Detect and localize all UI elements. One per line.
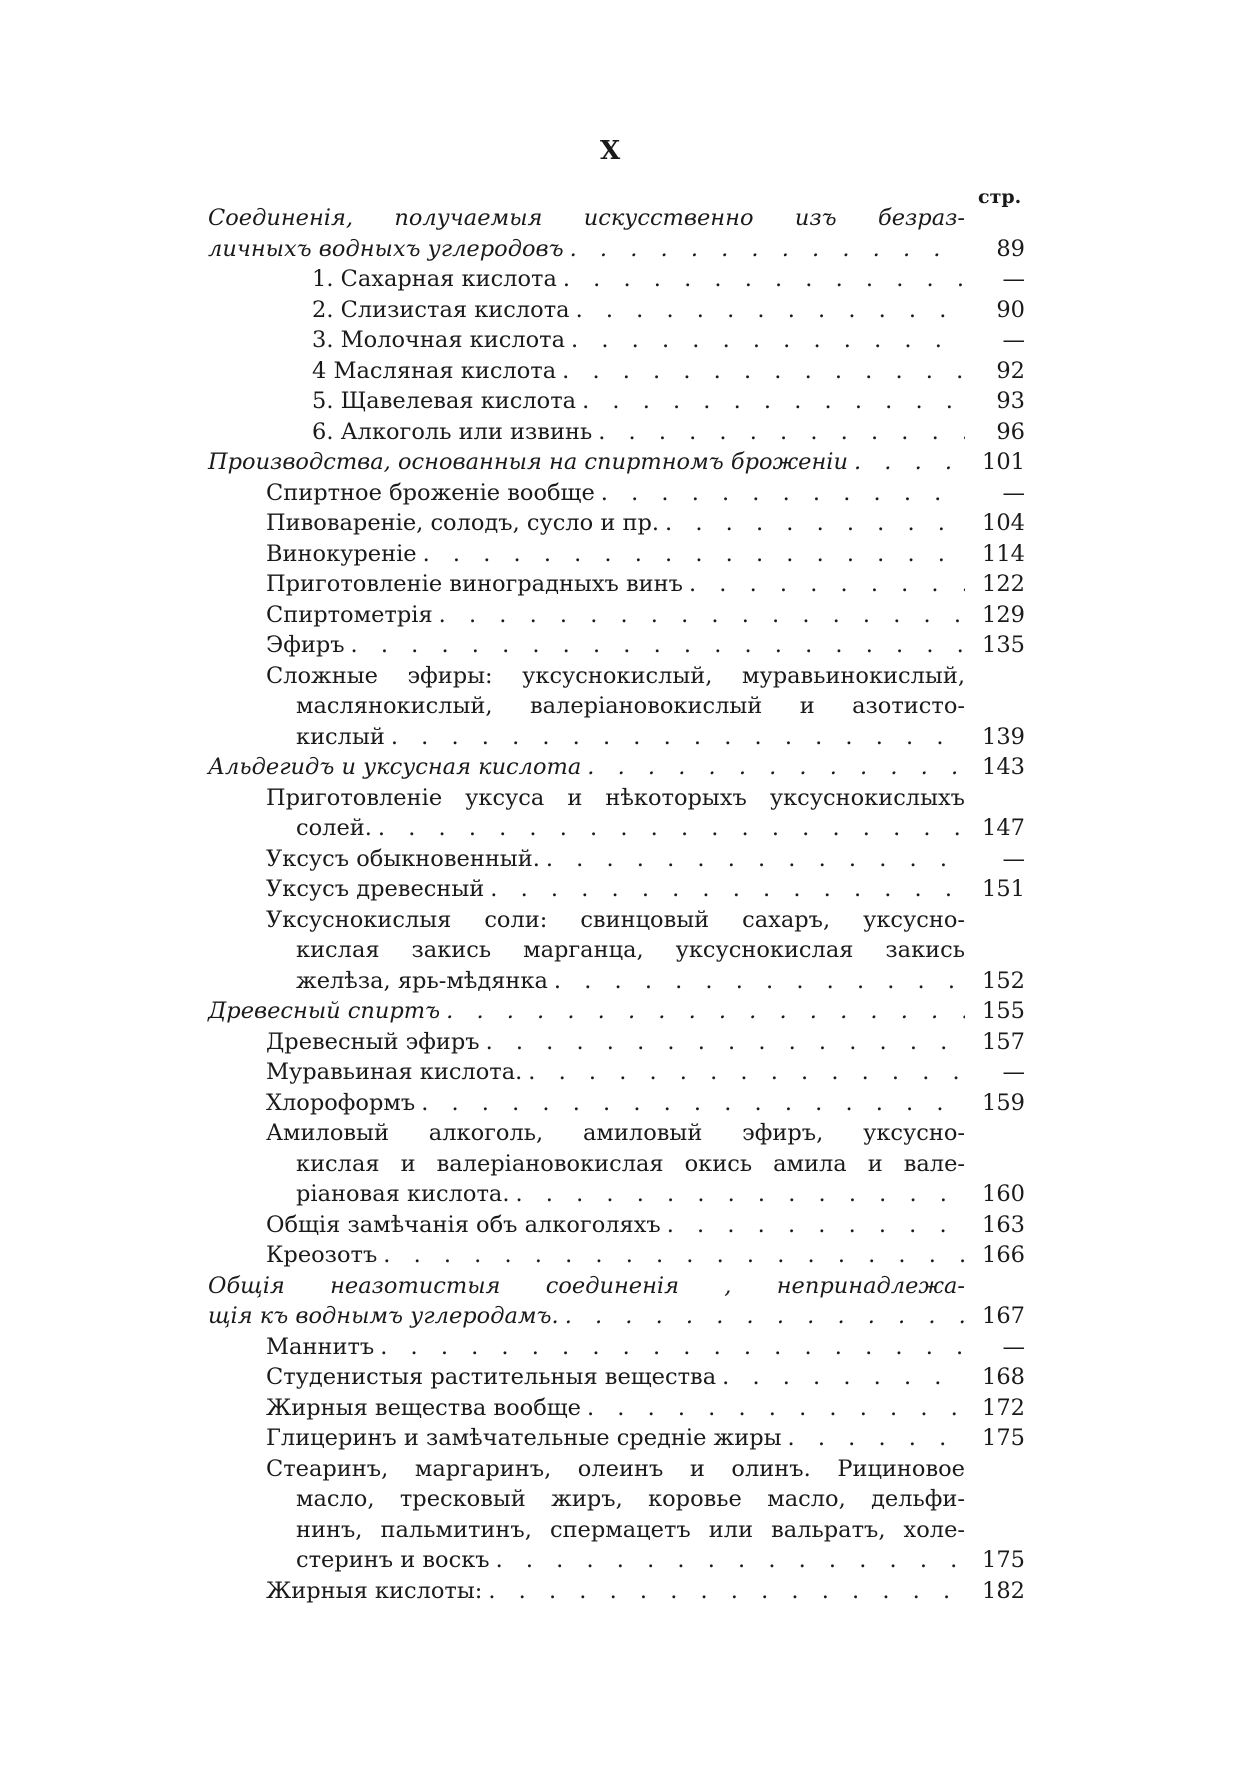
toc-entry <box>208 1057 1025 1088</box>
toc-entry-line <box>312 295 965 326</box>
dot-leader <box>423 539 965 570</box>
toc-page-number: 96 <box>996 418 1025 445</box>
toc-entry-line <box>266 1576 965 1607</box>
dot-leader <box>439 600 965 631</box>
dot-leader <box>383 1240 965 1271</box>
toc-page-number: 139 <box>982 723 1025 750</box>
toc-page-number: — <box>1002 1059 1025 1085</box>
dot-leader <box>351 630 965 661</box>
dot-leader <box>576 295 965 326</box>
toc-entry-line <box>266 1057 965 1088</box>
toc-entry <box>208 600 1025 631</box>
toc-entry-text: 3. Молочная кислота <box>312 327 566 353</box>
toc-entry-line <box>266 1210 965 1241</box>
toc-entry-line <box>266 874 965 905</box>
dot-leader <box>565 1301 965 1332</box>
toc-entry-line <box>208 996 965 1027</box>
toc-section <box>208 1271 1025 1332</box>
toc-entry <box>208 417 1025 448</box>
toc-entry <box>208 905 1025 997</box>
toc-entry-text: Уксусъ древесный <box>266 876 485 902</box>
dot-leader <box>665 508 965 539</box>
toc-entry-text: кислая закись марганца, уксуснокислая закись <box>296 937 965 963</box>
toc-entry <box>208 1393 1025 1424</box>
toc-page-number: 166 <box>982 1242 1025 1268</box>
dot-leader <box>421 1088 965 1119</box>
toc-entry <box>208 1362 1025 1393</box>
toc-entry-text: Жирныя вещества вообще <box>266 1394 581 1421</box>
dot-leader <box>598 417 965 448</box>
dot-leader <box>667 1210 965 1241</box>
toc-entry-line <box>266 508 965 539</box>
toc-page-number: 159 <box>982 1089 1025 1116</box>
dot-leader <box>486 1027 965 1058</box>
toc-page-number: — <box>1002 266 1025 292</box>
toc-entry-text: Приготовленіе уксуса и нѣкоторыхъ уксуснокислыхъ <box>266 784 965 811</box>
toc-entry <box>208 264 1025 295</box>
toc-entry-line <box>208 1301 965 1332</box>
toc-entry-line <box>312 325 965 356</box>
toc-page-number: 104 <box>982 510 1025 536</box>
toc-entry-text: Эфиръ <box>266 632 345 658</box>
toc-page-number: 101 <box>982 449 1025 475</box>
toc-page-number: 92 <box>996 357 1025 384</box>
toc-entry-line <box>312 356 965 387</box>
toc-page-number: 89 <box>996 235 1025 262</box>
toc-entry-line <box>266 722 965 753</box>
toc-entry-text: личныхъ водныхъ углеродовъ <box>208 235 564 262</box>
toc-entry-line <box>266 935 965 966</box>
toc-entry-text: 1. Сахарная кислота <box>312 266 557 292</box>
toc-entry-line <box>266 569 965 600</box>
toc-entry-line <box>266 1240 965 1271</box>
toc-entry-line <box>266 630 965 661</box>
toc-entry-line <box>312 264 965 295</box>
toc-entry <box>208 508 1025 539</box>
toc-entry-line <box>266 844 965 875</box>
dot-leader <box>722 1362 965 1393</box>
toc-page-number: 122 <box>982 571 1025 597</box>
toc-entry <box>208 295 1025 326</box>
toc-entry-line <box>266 1179 965 1210</box>
toc-page-number: 172 <box>982 1394 1025 1421</box>
toc-entry-text: Глицеринъ и замѣчательные средніе жиры <box>266 1425 782 1451</box>
dot-leader <box>563 264 965 295</box>
toc-entry-line <box>266 1423 965 1454</box>
toc-entry-text: Маннитъ <box>266 1333 375 1360</box>
toc-entry-text: кислый <box>296 723 385 750</box>
toc-entry-line <box>266 1027 965 1058</box>
toc-entry <box>208 1423 1025 1454</box>
toc-entry-line <box>266 966 965 997</box>
dot-leader <box>496 1545 965 1576</box>
toc-entry-text: Хлороформъ <box>266 1089 416 1116</box>
toc-page-number: 163 <box>982 1211 1025 1238</box>
toc-entry-text: Приготовленіе виноградныхъ винъ <box>266 571 683 597</box>
toc-entry-text: щія къ воднымъ углеродамъ. <box>208 1303 559 1329</box>
toc-entry-line <box>266 691 965 722</box>
toc-entry-text: Креозотъ <box>266 1242 378 1268</box>
toc-entry-line <box>266 1515 965 1546</box>
dot-leader <box>788 1423 965 1454</box>
toc-page-number: 135 <box>982 632 1025 658</box>
toc-entry <box>208 630 1025 661</box>
dot-leader <box>587 752 965 783</box>
toc-page-number: 157 <box>982 1028 1025 1055</box>
toc-page-number: 152 <box>982 967 1025 994</box>
toc-entry-text: Винокуреніе <box>266 540 417 567</box>
toc-entry <box>208 478 1025 509</box>
toc-entry-line <box>266 1393 965 1424</box>
toc-entry-text: Альдегидъ и уксусная кислота <box>208 754 582 780</box>
toc-entry <box>208 1088 1025 1119</box>
toc-entry-text: Амиловый алкоголь, амиловый эфиръ, уксусно- <box>266 1120 965 1146</box>
dot-leader <box>546 844 965 875</box>
toc-entry-text: 5. Щавелевая кислота <box>312 388 577 414</box>
toc-entry-line <box>266 539 965 570</box>
toc-entry <box>208 1118 1025 1210</box>
dot-leader <box>378 813 965 844</box>
dot-leader <box>562 356 965 387</box>
dot-leader <box>689 569 965 600</box>
toc-entry <box>208 874 1025 905</box>
toc-entry-text: Уксусъ обыкновенный. <box>266 845 540 872</box>
toc-page-number: 93 <box>996 388 1025 414</box>
toc-entry-text: Соединенія, получаемыя искусственно изъ безраз- <box>208 205 965 231</box>
toc-entry <box>208 1576 1025 1607</box>
dot-leader <box>380 1332 965 1363</box>
toc-entry-line <box>266 813 965 844</box>
toc-entry-text: Жирныя кислоты: <box>266 1577 483 1604</box>
toc-entry-line <box>266 661 965 692</box>
toc-page-number: 155 <box>982 998 1025 1024</box>
dot-leader <box>446 996 965 1027</box>
dot-leader <box>582 386 965 417</box>
toc-page-number: 175 <box>982 1547 1025 1573</box>
toc-entry-line <box>266 1484 965 1515</box>
toc-section <box>208 996 1025 1027</box>
toc-page-number: 90 <box>996 296 1025 323</box>
toc-entry <box>208 539 1025 570</box>
dot-leader <box>516 1179 966 1210</box>
toc-entry-line <box>208 203 965 234</box>
dot-leader <box>488 1576 965 1607</box>
toc-section <box>208 752 1025 783</box>
dot-leader <box>571 325 965 356</box>
toc-entry-text: Муравьиная кислота. <box>266 1059 523 1085</box>
toc-page-number: — <box>1002 845 1025 872</box>
toc-page-number: 143 <box>982 754 1025 780</box>
toc-entry-text: Студенистыя растительныя вещества <box>266 1364 717 1390</box>
toc-entry-line <box>312 417 965 448</box>
toc-entry <box>208 661 1025 753</box>
toc-entry-text: желѣза, ярь-мѣдянка <box>296 967 548 994</box>
toc-entry-text: Стеаринъ, маргаринъ, олеинъ и олинъ. Рициновое <box>266 1455 965 1482</box>
dot-leader <box>587 1393 965 1424</box>
page-column-header: стр. <box>978 186 1022 208</box>
toc-page-number: 182 <box>982 1577 1025 1604</box>
dot-leader <box>528 1057 965 1088</box>
toc-entry-text: нинъ, пальмитинъ, спермацетъ или вальратъ, холе- <box>296 1516 965 1543</box>
toc-entry <box>208 1454 1025 1576</box>
toc-entry <box>208 386 1025 417</box>
toc-entry-text: 2. Слизистая кислота <box>312 296 570 323</box>
toc-entry <box>208 1210 1025 1241</box>
toc-page-number: 160 <box>982 1181 1025 1207</box>
dot-leader <box>554 966 965 997</box>
toc-page-number: 147 <box>982 815 1025 841</box>
toc-entry-text: Общія замѣчанія объ алкоголяхъ <box>266 1211 661 1238</box>
toc-page-number: — <box>1002 1333 1025 1360</box>
dot-leader <box>601 478 965 509</box>
toc-entry-text: 4 Масляная кислота <box>312 357 557 384</box>
toc-entry <box>208 783 1025 844</box>
toc-page-number: 129 <box>982 601 1025 628</box>
toc-page-number: 167 <box>982 1303 1025 1329</box>
toc-entry-text: маслянокислый, валеріановокислый и азотисто- <box>296 693 965 719</box>
toc-entry <box>208 1332 1025 1363</box>
toc-entry-text: ріановая кислота. <box>296 1181 510 1207</box>
toc-entry-line <box>266 905 965 936</box>
toc-entry <box>208 325 1025 356</box>
toc-page-number: — <box>1002 327 1025 353</box>
toc-page-number: 175 <box>982 1425 1025 1451</box>
toc-entry-text: кислая и валеріановокислая окись амила и вале- <box>296 1150 965 1177</box>
toc-entry-line <box>266 1149 965 1180</box>
toc-entry-text: Уксуснокислыя соли: свинцовый сахаръ, уксусно- <box>266 906 965 933</box>
dot-leader <box>570 234 965 265</box>
toc-entry-line <box>266 783 965 814</box>
toc-entry-line <box>266 1545 965 1576</box>
toc-entry-text: Сложные эфиры: уксуснокислый, муравьинокислый, <box>266 662 965 689</box>
toc-entry <box>208 1240 1025 1271</box>
toc-entry-line <box>208 234 965 265</box>
toc-page-number: — <box>1002 479 1025 506</box>
toc-entry-text: Спиртометрія <box>266 601 433 628</box>
toc-entry-line <box>266 1362 965 1393</box>
toc-entry-text: солей. <box>296 815 372 841</box>
toc-entry-text: масло, тресковый жиръ, коровье масло, дельфи- <box>296 1486 965 1512</box>
toc-entry-text: Древесный спиртъ <box>208 998 441 1024</box>
toc-page-number: 168 <box>982 1364 1025 1390</box>
toc-entry <box>208 1027 1025 1058</box>
toc-entry-line <box>266 1332 965 1363</box>
toc-entry <box>208 356 1025 387</box>
toc-entry-line <box>208 752 965 783</box>
toc-entry-text: Пивовареніе, солодъ, сусло и пр. <box>266 510 660 536</box>
toc-entry <box>208 569 1025 600</box>
table-of-contents <box>208 203 1025 1606</box>
toc-entry-line <box>266 600 965 631</box>
toc-section <box>208 447 1025 478</box>
toc-page-number: 151 <box>982 876 1025 902</box>
toc-entry-line <box>208 447 965 478</box>
dot-leader <box>391 722 965 753</box>
page-number: X <box>600 136 622 166</box>
toc-entry-line <box>208 1271 965 1302</box>
toc-entry-text: стеринъ и воскъ <box>296 1547 490 1573</box>
dot-leader <box>490 874 965 905</box>
dot-leader <box>854 447 965 478</box>
toc-section <box>208 203 1025 264</box>
toc-entry-text: Производства, основанныя на спиртномъ броженіи <box>208 449 848 475</box>
toc-entry-line <box>266 478 965 509</box>
toc-entry-text: Спиртное броженіе вообще <box>266 479 595 506</box>
toc-entry-line <box>266 1088 965 1119</box>
toc-entry-line <box>312 386 965 417</box>
toc-entry-text: Общія неазотистыя соединенія , непринадлежа- <box>208 1272 965 1299</box>
toc-entry-text: Древесный эфиръ <box>266 1028 480 1055</box>
toc-page-number: 114 <box>982 540 1025 567</box>
toc-entry-line <box>266 1118 965 1149</box>
toc-entry <box>208 844 1025 875</box>
toc-entry-line <box>266 1454 965 1485</box>
toc-entry-text: 6. Алкоголь или извинь <box>312 418 593 445</box>
